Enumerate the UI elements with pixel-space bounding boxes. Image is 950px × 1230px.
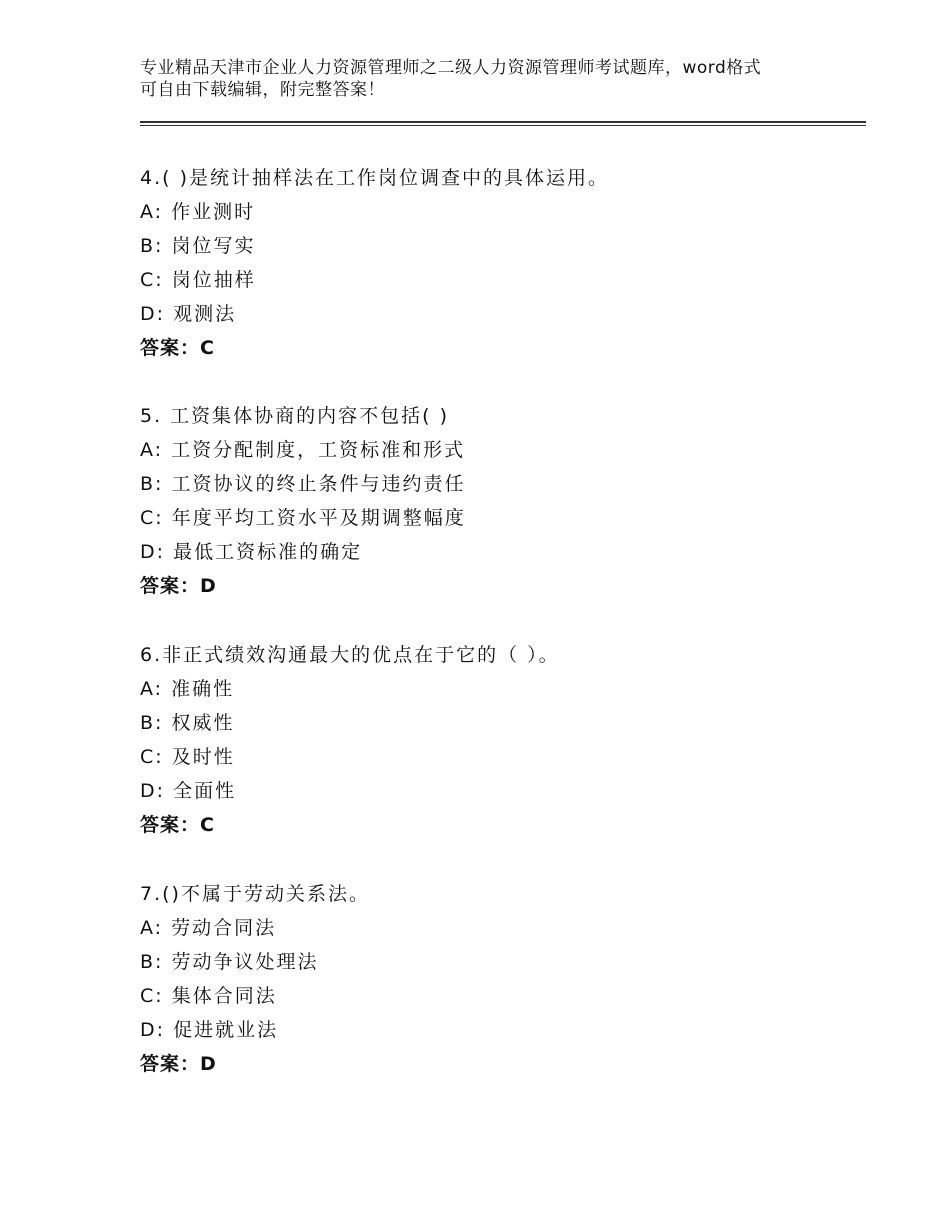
question-5 [140, 399, 860, 603]
answer: 答案：C [140, 337, 215, 359]
question-stem: 7.()不属于劳动关系法。 [140, 883, 370, 905]
option-d: D: 观测法 [140, 303, 237, 325]
question-stem: 4.( )是统计抽样法在工作岗位调查中的具体运用。 [140, 167, 609, 189]
option-b: B: 工资协议的终止条件与违约责任 [140, 473, 466, 495]
option-c: C: 及时性 [140, 746, 235, 768]
header-divider-thick [140, 121, 866, 123]
question-4 [140, 161, 860, 365]
answer: 答案：D [140, 575, 217, 597]
option-a: A: 劳动合同法 [140, 917, 277, 939]
question-stem: 6.非正式绩效沟通最大的优点在于它的（ ）。 [140, 644, 560, 666]
option-a: A: 作业测时 [140, 201, 256, 223]
header-divider-thin [140, 125, 866, 126]
answer: 答案：D [140, 1053, 217, 1075]
header-line-1: 专业精品天津市企业人力资源管理师之二级人力资源管理师考试题库，word格式 [140, 58, 762, 78]
header-line-2: 可自由下载编辑，附完整答案！ [140, 80, 385, 100]
option-b: B: 劳动争议处理法 [140, 951, 319, 973]
option-b: B: 权威性 [140, 712, 235, 734]
option-c: C: 岗位抽样 [140, 269, 256, 291]
option-b: B: 岗位写实 [140, 235, 256, 257]
option-c: C: 集体合同法 [140, 985, 277, 1007]
question-6 [140, 638, 860, 842]
question-7 [140, 877, 860, 1081]
option-a: A: 工资分配制度，工资标准和形式 [140, 439, 466, 461]
option-c: C: 年度平均工资水平及期调整幅度 [140, 507, 466, 529]
answer: 答案：C [140, 814, 215, 836]
question-stem: 5. 工资集体协商的内容不包括( ) [140, 405, 450, 427]
option-d: D: 最低工资标准的确定 [140, 541, 363, 563]
option-d: D: 全面性 [140, 780, 237, 802]
document-header [140, 57, 840, 101]
option-d: D: 促进就业法 [140, 1019, 279, 1041]
option-a: A: 准确性 [140, 678, 235, 700]
